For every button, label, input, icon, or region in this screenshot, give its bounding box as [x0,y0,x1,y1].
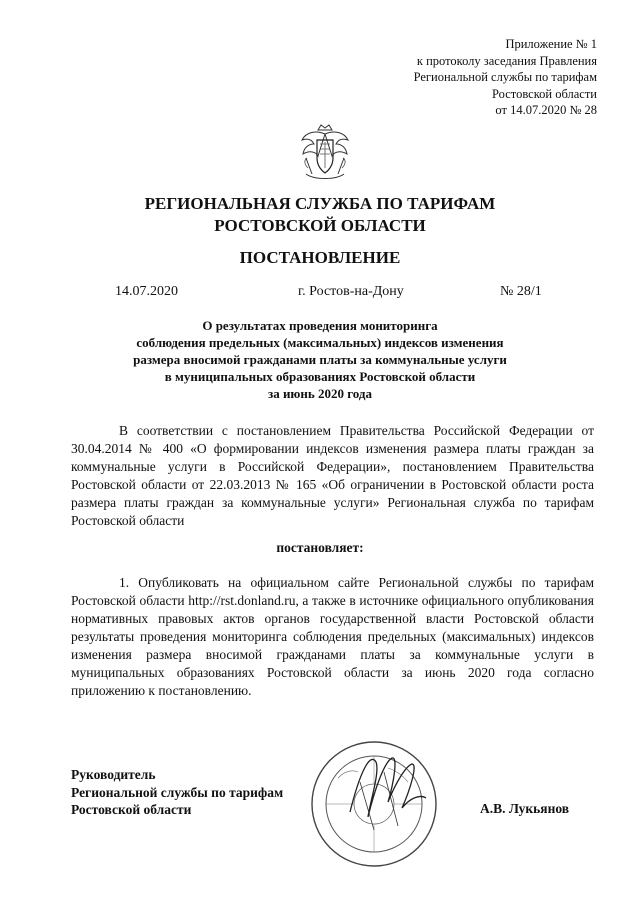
appendix-line: к протоколу заседания Правления [416,53,597,68]
document-type: ПОСТАНОВЛЕНИЕ [239,248,401,267]
subject-line: О результатах проведения мониторинга [202,318,438,333]
handwritten-signature [340,742,430,842]
document-number: № 28/1 [500,284,542,299]
organization-title-line: РЕГИОНАЛЬНАЯ СЛУЖБА ПО ТАРИФАМ [144,194,496,213]
document-subject [0,317,640,402]
subject-line: соблюдения предельных (максимальных) индексов изменения [136,335,504,350]
appendix-line: от 14.07.2020 № 28 [495,103,597,117]
subject-line: размера вносимой гражданами платы за коммунальные услуги [133,352,507,367]
signatory-position-line: Ростовской области [71,802,192,817]
resolution-item-1: 1. Опубликовать на официальном сайте Региональной службы по тарифам Ростовской области http://rst.donland.ru, а также в источнике официального опубликования нормативных правовых актов органов государственной власти Ростовской области результаты проведения мониторинга соблюдения предельных (максимальных) индексов изменения размера вносимой гражданами платы за коммунальные услуги в муниципальных образованиях Ростовской области за июнь 2020 года согласно приложению к постановлению. [71,575,594,698]
signatory-position [71,766,283,819]
appendix-line: Региональной службы по тарифам [413,70,597,84]
signatory-position-line: Руководитель [71,767,156,782]
subject-line: в муниципальных образованиях Ростовской области [164,369,476,384]
coat-of-arms-icon [298,124,352,182]
resolves-heading: постановляет: [276,540,364,555]
appendix-line: Ростовской области [492,86,597,101]
organization-title [0,193,640,237]
preamble-paragraph: В соответствии с постановлением Правительства Российской Федерации от 30.04.2014 № 400 «О формировании индексов изменения размера платы граждан за коммунальные услуги в Российской Федерации», постановлением Правительства Ростовской области от 22.03.2013 № 165 «Об ограничении в Ростовской области роста размера платы граждан за коммунальные услуги» Региональная служба по тарифам Ростовской области [71,423,594,528]
appendix-line: Приложение № 1 [505,37,597,51]
organization-title-line: РОСТОВСКОЙ ОБЛАСТИ [214,216,426,235]
document-date: 14.07.2020 [115,284,178,299]
signatory-position-line: Региональной службы по тарифам [71,784,284,800]
signatory-name: А.В. Лукьянов [480,801,570,816]
appendix-reference [337,36,597,119]
document-city: г. Ростов-на-Дону [298,284,404,299]
subject-line: за июнь 2020 года [267,386,373,401]
